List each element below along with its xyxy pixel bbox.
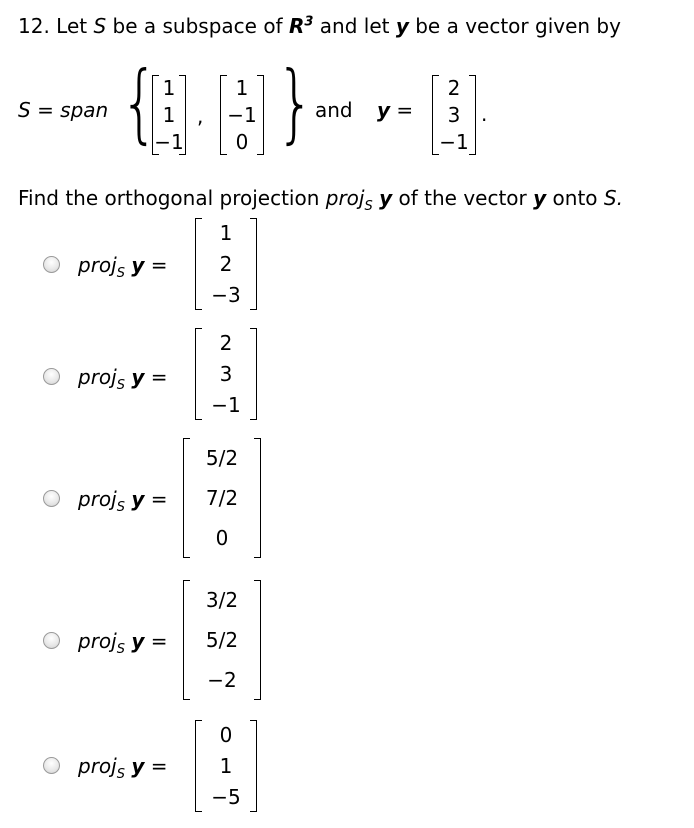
left-curly-brace: {: [120, 53, 159, 153]
symbol-S: S: [93, 14, 107, 38]
option-2-vector: 2 3 −1: [195, 328, 257, 420]
question-line: [18, 14, 621, 38]
y-equals: y =: [377, 98, 414, 122]
option-1-vector: 1 2 −3: [195, 218, 257, 310]
question-text: be a vector given by: [415, 14, 621, 38]
option-4-label[interactable]: proj$_S$ y =: [78, 629, 168, 657]
question-text: and let: [319, 14, 390, 38]
question-number: 12.: [18, 14, 50, 38]
option-1-label[interactable]: proj$_S$ y =: [78, 253, 168, 281]
symbol-S: S: [18, 98, 31, 122]
vector-comma: ,: [197, 104, 204, 128]
option-3-radio[interactable]: [43, 490, 60, 507]
proj-symbol: proj$_S$: [325, 186, 373, 214]
and-label: and: [315, 98, 353, 122]
prompt-line: Find the orthogonal projection proj$_S$ y of the vector y onto S.: [18, 186, 623, 214]
basis-vector-1: 1 1 −1: [152, 75, 186, 155]
option-5-label[interactable]: proj$_S$ y =: [78, 754, 168, 782]
question-text: Let: [56, 14, 88, 38]
vector-y: 2 3 −1: [432, 75, 476, 155]
span-label: = span: [37, 98, 109, 122]
option-4-vector: 3/2 5/2 −2: [183, 580, 261, 700]
option-1-radio[interactable]: [43, 256, 60, 273]
symbol-R: $R^3$: [288, 14, 314, 38]
option-3-label[interactable]: proj$_S$ y =: [78, 487, 168, 515]
option-3-vector: 5/2 7/2 0: [183, 438, 261, 558]
option-5-vector: 0 1 −5: [195, 720, 257, 812]
option-4-radio[interactable]: [43, 632, 60, 649]
option-2-label[interactable]: proj$_S$ y =: [78, 365, 168, 393]
option-2-radio[interactable]: [43, 368, 60, 385]
question-text: be a subspace of: [112, 14, 283, 38]
symbol-y: y: [395, 14, 409, 38]
option-5-radio[interactable]: [43, 757, 60, 774]
vector-period: .: [481, 102, 488, 126]
definition-line: [18, 98, 108, 122]
right-curly-brace: }: [276, 53, 315, 153]
basis-vector-2: 1 −1 0: [220, 75, 264, 155]
